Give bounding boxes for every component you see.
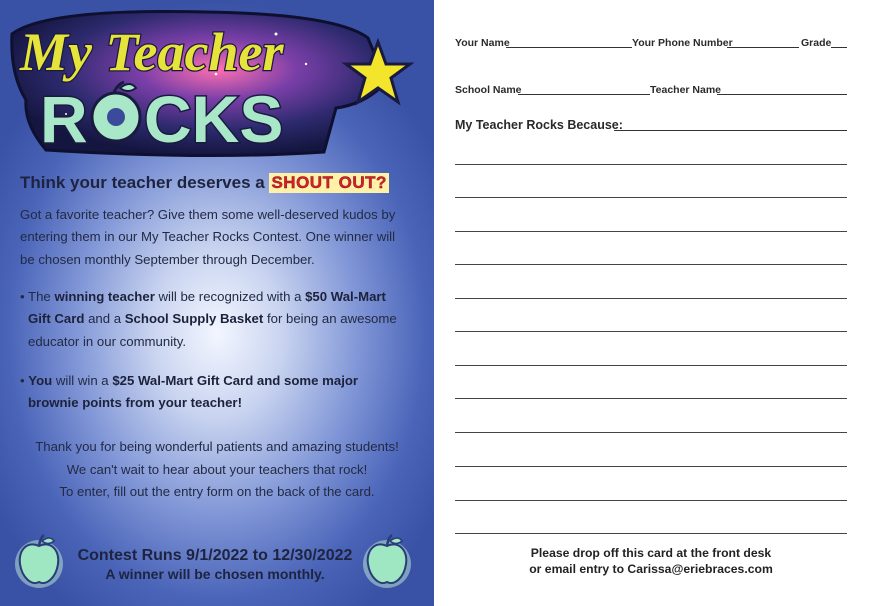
grade-label: Grade: [801, 37, 832, 49]
thanks-line: To enter, fill out the entry form on the back of the card.: [59, 484, 375, 499]
bullet-bold: You: [28, 373, 53, 388]
bullet-bold: $50 Wal-Mart: [305, 289, 386, 304]
contest-line: Contest Runs 9/1/2022 to 12/30/2022: [77, 547, 353, 564]
logo-sparkle: [305, 63, 307, 65]
bullet-bold: brownie points from your teacher!: [28, 395, 242, 411]
bullet-bold: $25 Wal-Mart Gift Card and some major: [112, 373, 359, 388]
thanks-line: We can't wait to hear about your teachers that rock!: [66, 461, 368, 477]
bullet-text: and a: [84, 311, 125, 327]
card-front: [0, 0, 434, 606]
logo-line2-r: R: [40, 82, 88, 156]
school-name-label: School Name: [455, 84, 522, 96]
writing-line[interactable]: [455, 533, 847, 534]
bullet-text: •: [20, 373, 29, 388]
bullet-text: educator in our community.: [28, 333, 187, 349]
card-back-entry-form: [434, 0, 870, 606]
school-name-field[interactable]: [518, 94, 650, 95]
contest-dates: [60, 546, 370, 583]
bullet-bold: Gift Card: [28, 311, 85, 327]
writing-line[interactable]: [455, 197, 847, 198]
bullet-text: will be recognized with a: [154, 289, 306, 304]
contest-line: A winner will be chosen monthly.: [105, 566, 325, 582]
writing-line[interactable]: [455, 164, 847, 165]
writing-line[interactable]: [455, 264, 847, 265]
intro-line: be chosen monthly September through December.: [20, 251, 315, 267]
thanks-line: Thank you for being wonderful patients and amazing students!: [35, 439, 399, 454]
teacher-name-label: Teacher Name: [650, 84, 722, 96]
bullet-text: • The: [20, 289, 55, 304]
headline: [20, 173, 430, 193]
your-name-label: Your Name: [455, 37, 510, 49]
dropoff-line: Please drop off this card at the front desk: [530, 546, 772, 560]
intro-line: entering them in our My Teacher Rocks Contest. One winner will: [20, 229, 396, 245]
prize-bullet-teacher: [20, 286, 420, 353]
logo-line1: My Teacher: [20, 22, 284, 82]
dropoff-line: or email entry to Carissa@eriebraces.com: [529, 562, 773, 576]
apple-icon: [14, 532, 64, 588]
because-label: My Teacher Rocks Because:: [455, 118, 623, 132]
writing-line[interactable]: [455, 398, 847, 399]
prize-bullet-student: [20, 370, 420, 415]
writing-line[interactable]: [455, 331, 847, 332]
bullet-text: for being an awesome: [263, 311, 397, 327]
headline-text: Think your teacher deserves a: [20, 173, 270, 192]
phone-field[interactable]: [727, 47, 799, 48]
shout-out-highlight: SHOUT OUT?: [271, 173, 387, 192]
because-field[interactable]: [614, 130, 847, 131]
writing-line[interactable]: [455, 298, 847, 299]
writing-line[interactable]: [455, 500, 847, 501]
logo-line2-rest: CKS: [144, 82, 284, 156]
intro-line: Got a favorite teacher? Give them some well-deserved kudos by: [20, 207, 396, 222]
my-teacher-rocks-logo: [6, 4, 430, 160]
writing-line[interactable]: [455, 365, 847, 366]
teacher-name-field[interactable]: [717, 94, 847, 95]
your-name-field[interactable]: [506, 47, 632, 48]
writing-line[interactable]: [455, 231, 847, 232]
bullet-bold: School Supply Basket: [124, 311, 264, 327]
apple-icon: [362, 532, 412, 588]
grade-field[interactable]: [831, 47, 847, 48]
bullet-text: will win a: [52, 373, 113, 388]
intro-paragraph: [20, 204, 420, 271]
bullet-bold: winning teacher: [54, 289, 155, 304]
writing-line[interactable]: [455, 432, 847, 433]
thank-you-message: [10, 436, 424, 504]
dropoff-instructions: [455, 545, 847, 577]
phone-label: Your Phone Number: [632, 37, 733, 49]
writing-line[interactable]: [455, 466, 847, 467]
